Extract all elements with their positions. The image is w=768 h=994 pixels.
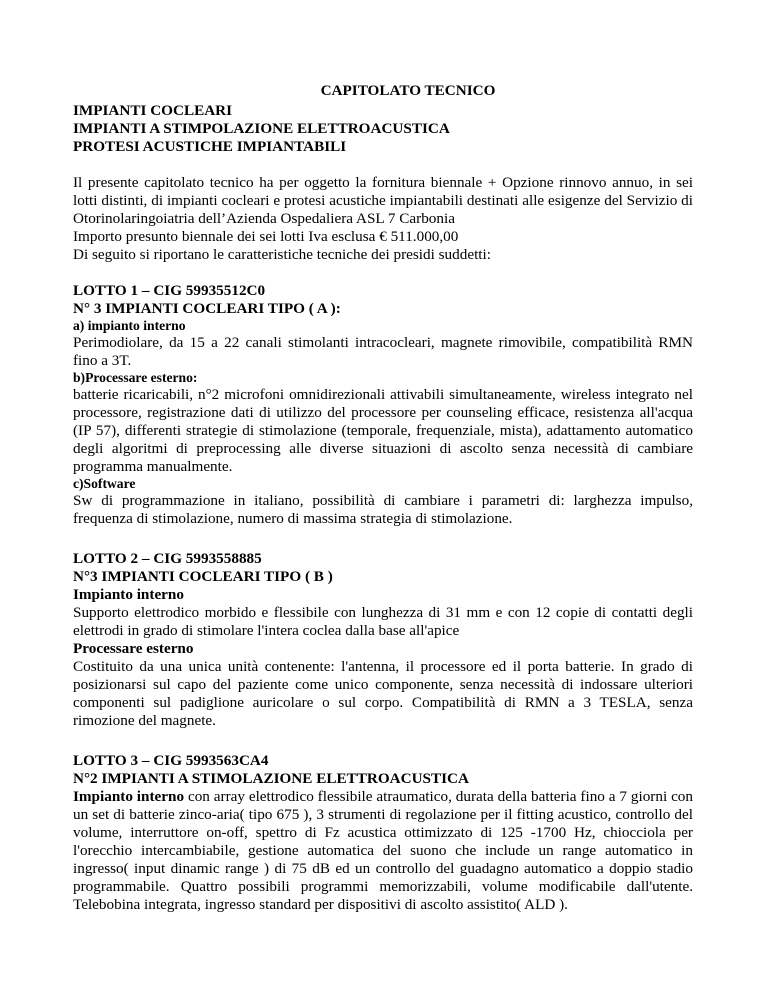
lotto-3-subheading: N°2 IMPIANTI A STIMOLAZIONE ELETTROACUSTICA xyxy=(73,770,469,787)
lotto-1-subheading: N° 3 IMPIANTI COCLEARI TIPO ( A ): xyxy=(73,300,341,317)
lotto-1-impianto-text: Perimodiolare, da 15 a 22 canali stimolanti intracocleari, magnete rimovibile, compatibilità RMN fino a 3T. xyxy=(73,334,693,369)
following-line: Di seguito si riportano le caratteristiche tecniche dei presidi suddetti: xyxy=(73,246,491,263)
lotto-1-processore-label: b)Processare esterno: xyxy=(73,370,198,385)
lotto-1-impianto-label: a) impianto interno xyxy=(73,318,186,333)
lotto-1-processore-text: batterie ricaricabili, n°2 microfoni omnidirezionali attivabili simultaneamente, wireless integrato nel processore, registrazione dati di utilizzo del processore per counseling efficace, resistenza all'acqua (IP 57), differenti strategie di stimolazione (temporale, frequenziale, mista), adattamento automatico degli algoritmi di preprocessing alle diverse situazioni di ascolto senza necessità di cambiare programma manualmente. xyxy=(73,386,693,475)
lotto-2-processore-text: Costituito da una unica unità contenente: l'antenna, il processore ed il porta batterie. In grado di posizionarsi sul capo del paziente come unico componente, senza necessità di indossare ulteriori componenti sul padiglione auricolare o sul corpo. Compatibilità di RMN a 3 TESLA, senza rimozione del magnete. xyxy=(73,658,693,729)
lotto-2-heading: LOTTO 2 – CIG 5993558885 xyxy=(73,550,262,567)
lotto-3-impianto-text: con array elettrodico flessibile atraumatico, durata della batteria fino a 7 giorni con un set di batterie zinco-aria( tipo 675 ), 3 strumenti di regolazione per il fitting acustico, controllo del volume, interruttore on-off, spettro di Fz acustica ottimizzato di 125 -1700 Hz, chiocciola per l'orecchio intercambiabile, gestione automatica del suono che include un range automatico in ingresso( input dinamic range ) di 75 dB ed un controllo del guadagno automatico a doppio stadio programmabile. Quattro possibili programmi memorizzabili, volume modificabile dall'utente. Telebobina integrata, ingresso standard per dispositivi di ascolto assistito( ALD ). xyxy=(73,788,693,913)
document-title: CAPITOLATO TECNICO xyxy=(320,82,496,99)
lotto-2-impianto-text: Supporto elettrodico morbido e flessibile con lunghezza di 31 mm e con 12 copie di contatti degli elettrodi in grado di stimolare l'intera coclea dalla base all'apice xyxy=(73,604,693,639)
lotto-1-software-text: Sw di programmazione in italiano, possibilità di cambiare i parametri di: larghezza impulso, frequenza di stimolazione, numero di massima strategia di stimolazione. xyxy=(73,492,693,527)
intro-paragraph: Il presente capitolato tecnico ha per oggetto la fornitura biennale + Opzione rinnovo annuo, in sei lotti distinti, di impianti cocleari e protesi acustiche impiantabili destinati alle esigenze del Servizio di Otorinolaringoiatria dell’Azienda Ospedaliera ASL 7 Carbonia xyxy=(73,174,693,227)
lotto-1-heading: LOTTO 1 – CIG 59935512C0 xyxy=(73,282,266,299)
amount-line: Importo presunto biennale dei sei lotti Iva esclusa € 511.000,00 xyxy=(73,228,459,245)
lotto-3-impianto-paragraph xyxy=(73,788,693,914)
lotto-3-impianto-label: Impianto interno xyxy=(73,788,185,805)
heading-protesi-acustiche: PROTESI ACUSTICHE IMPIANTABILI xyxy=(73,138,347,155)
lotto-2-section xyxy=(73,550,693,730)
lotto-2-subheading: N°3 IMPIANTI COCLEARI TIPO ( B ) xyxy=(73,568,333,585)
lotto-3-heading: LOTTO 3 – CIG 5993563CA4 xyxy=(73,752,269,769)
lotto-2-processore-label: Processare esterno xyxy=(73,640,194,657)
lotto-1-software-label: c)Software xyxy=(73,476,136,491)
lotto-2-impianto-label: Impianto interno xyxy=(73,586,184,603)
heading-impianti-cocleari: IMPIANTI COCLEARI xyxy=(73,102,233,119)
lotto-1-section xyxy=(73,282,693,528)
lotto-3-section xyxy=(73,752,693,914)
heading-impianti-stimolazione: IMPIANTI A STIMPOLAZIONE ELETTROACUSTICA xyxy=(73,120,450,137)
